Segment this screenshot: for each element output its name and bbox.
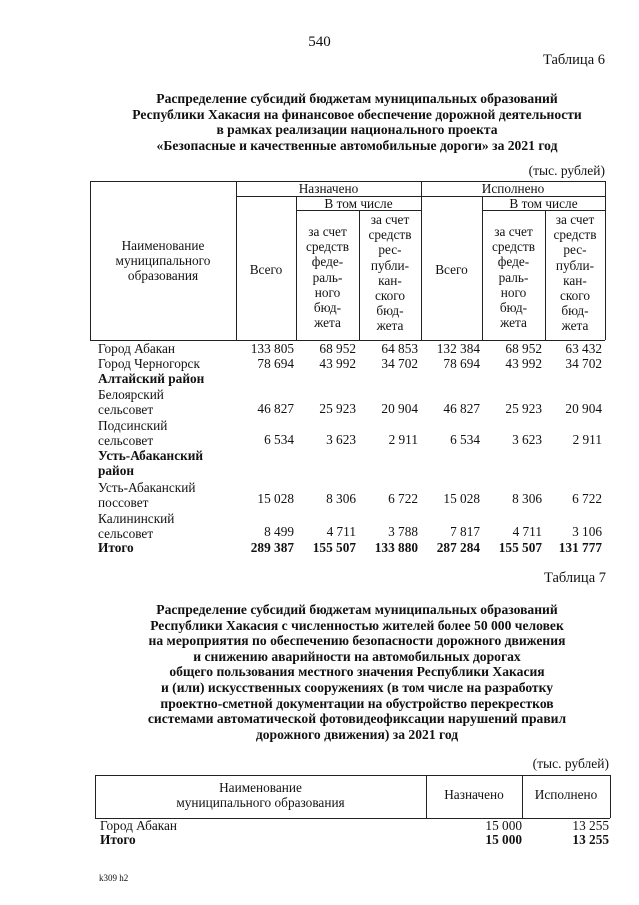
title-line: общего пользования местного значения Республики Хакасия: [169, 664, 545, 680]
table-cell: 133 880: [374, 540, 418, 555]
table-cell: 131 777: [558, 540, 602, 555]
title-line: и (или) искусственных сооружениях (в том числе на разработку: [160, 679, 554, 695]
page-number: 540: [308, 34, 331, 50]
table6-label: Таблица 6: [542, 52, 605, 68]
title-line: и снижению аварийности на автомобильных дорогах: [193, 648, 521, 664]
header-republic: за счет средств рес- публи- кан- ского бюд- жета: [368, 212, 412, 334]
table6-unit: (тыс. рублей): [528, 163, 605, 178]
table-row-name: Калининский сельсовет: [98, 511, 175, 542]
table-cell: 8 499: [264, 524, 294, 539]
title-line: проектно-сметной документации на обустройство перекрестков: [160, 695, 554, 711]
table-cell: 46 827: [257, 401, 294, 416]
table-cell: 25 923: [319, 401, 356, 416]
table-cell: 287 284: [436, 540, 480, 555]
footer-code: k309 h2: [99, 873, 129, 883]
table-cell: 68 952: [505, 341, 542, 356]
table-cell: 8 306: [326, 491, 356, 506]
title-line: Распределение субсидий бюджетам муниципальных образований: [156, 602, 558, 617]
table-row-group: Алтайский район: [98, 371, 205, 386]
table-row-name: Город Абакан: [100, 818, 178, 833]
table-cell: 133 805: [250, 341, 294, 356]
table-cell: 46 827: [443, 401, 480, 416]
table-cell: 2 911: [388, 432, 418, 447]
table-cell: 6 722: [572, 491, 602, 506]
table-cell: 8 306: [512, 491, 542, 506]
title-line: на мероприятия по обеспечению безопасности дорожного движения: [148, 633, 566, 649]
table6-title: [60, 91, 639, 153]
table-cell: 3 623: [326, 432, 356, 447]
table-cell: 63 432: [565, 341, 602, 356]
table-cell: 2 911: [572, 432, 602, 447]
table-cell: 34 702: [381, 356, 418, 371]
title-line: Республики Хакасия на финансовое обеспечение дорожной деятельности: [132, 106, 582, 122]
title-line: дорожного движения) за 2021 год: [255, 726, 459, 742]
table-row-name: Город Черногорск: [98, 356, 200, 371]
header-including: В том числе: [509, 196, 578, 211]
table-row-name: Город Абакан: [98, 341, 176, 356]
table-row-total: Итого: [98, 540, 134, 555]
header-assigned: Назначено: [444, 787, 504, 802]
table-cell: 25 923: [505, 401, 542, 416]
table-cell: 155 507: [498, 540, 542, 555]
header-name: Наименование муниципального образования: [115, 238, 211, 284]
title-line: Распределение субсидий бюджетам муниципальных образований: [156, 91, 558, 106]
table-cell: 4 711: [512, 524, 542, 539]
header-executed: Исполнено: [534, 787, 598, 802]
table-cell: 6 722: [388, 491, 418, 506]
header-executed: Исполнено: [481, 181, 545, 196]
table-cell: 20 904: [381, 401, 418, 416]
table-cell: 34 702: [565, 356, 602, 371]
table-cell: 15 028: [443, 491, 480, 506]
table-cell: 3 788: [388, 524, 418, 539]
header-republic: за счет средств рес- публи- кан- ского бюд- жета: [553, 212, 597, 334]
table-cell: 6 534: [450, 432, 480, 447]
table-cell: 132 384: [436, 341, 480, 356]
table-cell: 15 000: [485, 818, 522, 833]
table7-unit: (тыс. рублей): [532, 756, 609, 771]
table-row-name: Белоярский сельсовет: [98, 387, 164, 418]
table-cell: 289 387: [250, 540, 294, 555]
table-cell: 20 904: [565, 401, 602, 416]
header-total: Всего: [435, 262, 468, 277]
table-row-group: Усть-Абаканский район: [98, 448, 204, 479]
table-cell: 78 694: [443, 356, 480, 371]
table-cell: 13 255: [572, 832, 609, 847]
table-row-name: Подсинский сельсовет: [98, 418, 168, 449]
title-line: системами автоматической фотовидеофиксации нарушений правил: [147, 711, 567, 727]
table-cell: 68 952: [319, 341, 356, 356]
table7-label: Таблица 7: [543, 570, 606, 586]
title-line: Республики Хакасия с численностью жителей более 50 000 человек: [150, 617, 564, 633]
table-cell: 3 106: [572, 524, 602, 539]
header-including: В том числе: [324, 196, 393, 211]
table-cell: 43 992: [319, 356, 356, 371]
table-cell: 3 623: [512, 432, 542, 447]
table-cell: 15 000: [485, 832, 522, 847]
title-line: в рамках реализации национального проекта: [216, 122, 498, 138]
table-cell: 4 711: [326, 524, 356, 539]
table-cell: 155 507: [312, 540, 356, 555]
table-cell: 64 853: [381, 341, 418, 356]
header-federal: за счет средств феде- раль- ного бюд- жета: [305, 224, 350, 331]
header-assigned: Назначено: [298, 181, 359, 196]
table-cell: 7 817: [450, 524, 480, 539]
table-row-total: Итого: [100, 832, 136, 847]
table-cell: 43 992: [505, 356, 542, 371]
table-cell: 6 534: [264, 432, 294, 447]
title-line: «Безопасные и качественные автомобильные дороги» за 2021 год: [156, 137, 558, 153]
header-federal: за счет средств феде- раль- ного бюд- жета: [491, 224, 536, 331]
table7-title: [60, 602, 639, 742]
header-name: Наименование муниципального образования: [176, 780, 345, 811]
table-row-name: Усть-Абаканский поссовет: [98, 480, 196, 511]
table-cell: 78 694: [257, 356, 294, 371]
table-cell: 15 028: [257, 491, 294, 506]
header-total: Всего: [249, 262, 283, 277]
table-cell: 13 255: [572, 818, 609, 833]
